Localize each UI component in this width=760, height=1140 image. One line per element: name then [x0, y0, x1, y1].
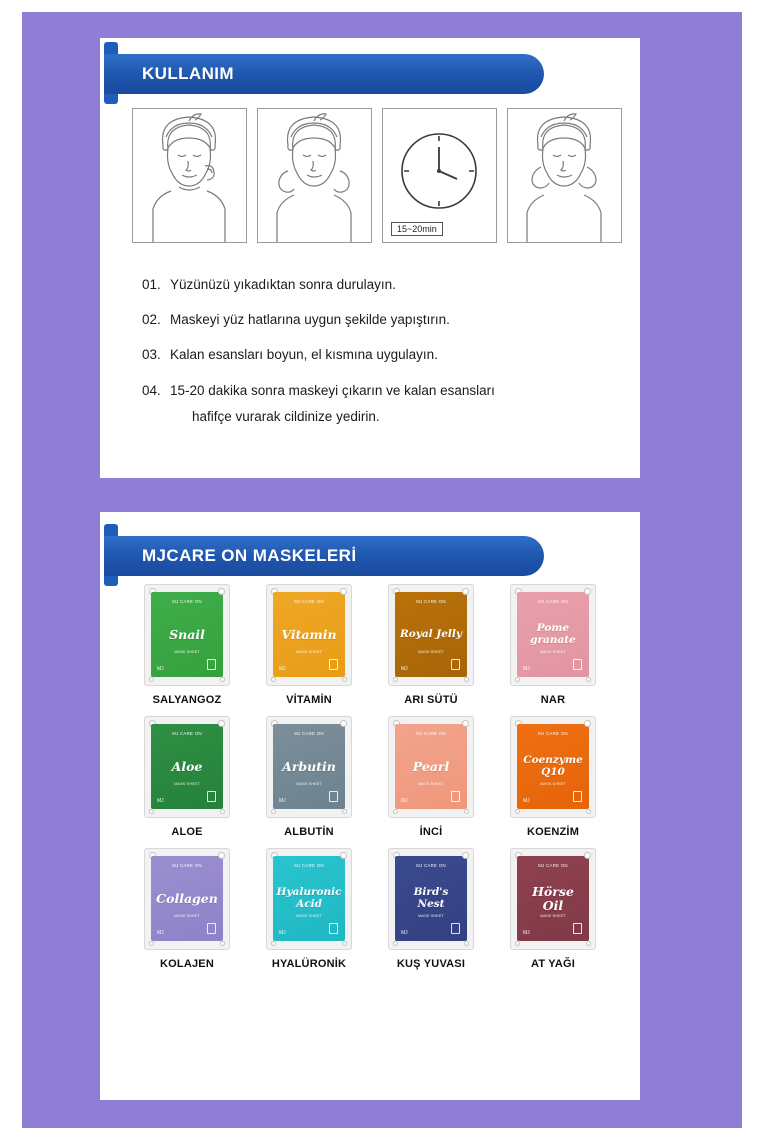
package-bottom-text: MASK SHEET: [174, 781, 200, 786]
step-text-line2: hafifçe vurarak cildinize yedirin.: [192, 408, 380, 424]
sachet-hole-icon: [586, 809, 591, 814]
package-logo-icon: MJ: [523, 666, 530, 672]
package-top-text: MJ CARE ON: [416, 731, 446, 736]
package-top-text: MJ CARE ON: [538, 731, 568, 736]
mask-sachet: [388, 716, 474, 818]
mask-label: KOENZİM: [526, 826, 580, 838]
usage-step: [142, 311, 612, 329]
package-corner-icon: [329, 659, 338, 670]
sachet-hole-icon: [342, 677, 347, 682]
step-text: [170, 382, 612, 426]
package-logo-icon: MJ: [401, 666, 408, 672]
sachet-hole-icon: [220, 677, 225, 682]
mask-item[interactable]: [370, 584, 492, 706]
mask-sachet: [510, 848, 596, 950]
mask-item[interactable]: [126, 584, 248, 706]
mask-label: KUŞ YUVASI: [396, 958, 466, 970]
mask-sachet: [388, 584, 474, 686]
usage-banner-title: KULLANIM: [104, 54, 544, 94]
package-top-text: MJ CARE ON: [294, 863, 324, 868]
masks-banner-title: MJCARE ON MASKELERİ: [104, 536, 544, 576]
mask-package-art: [517, 592, 589, 677]
mask-package-art: [517, 724, 589, 809]
mask-label: KOLAJEN: [160, 958, 214, 970]
illustration-pat-skin: [507, 108, 622, 243]
mask-item[interactable]: [248, 848, 370, 970]
mask-item[interactable]: [370, 848, 492, 970]
mask-label: SALYANGOZ: [152, 694, 222, 706]
mask-label: İNCİ: [419, 826, 443, 838]
mask-sachet: [510, 716, 596, 818]
mask-package-art: [395, 856, 467, 941]
mask-sachet: [266, 584, 352, 686]
sachet-hole-icon: [515, 941, 520, 946]
sachet-hole-icon: [515, 809, 520, 814]
mask-sachet: [510, 584, 596, 686]
package-corner-icon: [573, 791, 582, 802]
package-logo-icon: MJ: [523, 930, 530, 936]
package-logo-icon: MJ: [523, 798, 530, 804]
usage-step: [142, 382, 612, 426]
mask-label: NAR: [540, 694, 566, 706]
package-top-text: MJ CARE ON: [416, 863, 446, 868]
package-product-name: Arbutin: [282, 758, 336, 774]
mask-label: ALBUTİN: [284, 826, 334, 838]
mask-package-art: [151, 592, 223, 677]
mask-package-art: [395, 724, 467, 809]
mask-package-art: [273, 724, 345, 809]
step-number: 01.: [142, 277, 161, 292]
bottom-margin: [0, 1128, 760, 1140]
mask-item[interactable]: [248, 584, 370, 706]
illustration-clock: [382, 108, 497, 243]
package-corner-icon: [329, 923, 338, 934]
mask-item[interactable]: [492, 584, 614, 706]
mask-item[interactable]: [126, 716, 248, 838]
package-logo-icon: MJ: [279, 666, 286, 672]
package-bottom-text: MASK SHEET: [174, 649, 200, 654]
package-product-name: Hörse Oil: [532, 884, 574, 913]
step-number: 04.: [142, 382, 161, 398]
package-bottom-text: MASK SHEET: [296, 781, 322, 786]
usage-step: [142, 346, 612, 364]
package-logo-icon: MJ: [279, 798, 286, 804]
package-product-name: Pome granate: [530, 622, 576, 646]
mask-item[interactable]: [492, 848, 614, 970]
package-logo-icon: MJ: [157, 798, 164, 804]
step-number: 02.: [142, 312, 161, 328]
masks-card: [100, 512, 640, 1100]
package-product-name: Coenzyme Q10: [523, 754, 583, 778]
right-margin: [742, 0, 760, 1140]
mask-label: VİTAMİN: [286, 694, 332, 706]
package-bottom-text: MASK SHEET: [296, 649, 322, 654]
illustration-apply-mask: [257, 108, 372, 243]
sachet-hole-icon: [149, 809, 154, 814]
masks-banner: [104, 536, 544, 576]
mask-package-art: [273, 592, 345, 677]
package-product-name: Snail: [169, 626, 205, 642]
mask-package-art: [517, 856, 589, 941]
package-top-text: MJ CARE ON: [294, 599, 324, 604]
sachet-hole-icon: [515, 677, 520, 682]
mask-package-art: [395, 592, 467, 677]
sachet-hole-icon: [220, 809, 225, 814]
mask-package-art: [151, 724, 223, 809]
package-bottom-text: MASK SHEET: [296, 913, 322, 918]
sachet-hole-icon: [393, 677, 398, 682]
mask-package-art: [273, 856, 345, 941]
sachet-hole-icon: [220, 941, 225, 946]
sachet-hole-icon: [393, 941, 398, 946]
package-logo-icon: MJ: [401, 798, 408, 804]
sachet-hole-icon: [149, 941, 154, 946]
package-top-text: MJ CARE ON: [538, 599, 568, 604]
package-corner-icon: [573, 923, 582, 934]
package-top-text: MJ CARE ON: [538, 863, 568, 868]
package-product-name: Pearl: [412, 758, 450, 774]
sachet-hole-icon: [586, 677, 591, 682]
package-bottom-text: MASK SHEET: [418, 781, 444, 786]
sachet-hole-icon: [586, 941, 591, 946]
usage-banner: [104, 54, 544, 94]
mask-sachet: [144, 584, 230, 686]
step-text: Kalan esansları boyun, el kısmına uygulayın.: [170, 347, 438, 363]
package-logo-icon: MJ: [157, 930, 164, 936]
package-product-name: Collagen: [156, 890, 218, 906]
mask-sachet: [144, 716, 230, 818]
sachet-hole-icon: [342, 941, 347, 946]
package-top-text: MJ CARE ON: [172, 599, 202, 604]
package-corner-icon: [451, 923, 460, 934]
sachet-hole-icon: [149, 677, 154, 682]
sachet-hole-icon: [464, 677, 469, 682]
mask-item[interactable]: [370, 716, 492, 838]
left-margin: [0, 0, 22, 1140]
package-corner-icon: [207, 923, 216, 934]
package-top-text: MJ CARE ON: [172, 863, 202, 868]
mask-sachet: [388, 848, 474, 950]
mask-label: AT YAĞI: [531, 958, 575, 970]
sachet-hole-icon: [464, 941, 469, 946]
package-logo-icon: MJ: [157, 666, 164, 672]
sachet-hole-icon: [464, 809, 469, 814]
illustration-wash-face: [132, 108, 247, 243]
mask-label: HYALÜRONİK: [271, 958, 347, 970]
top-margin: [0, 0, 760, 12]
package-top-text: MJ CARE ON: [416, 599, 446, 604]
usage-card: [100, 38, 640, 478]
mask-label: ARI SÜTÜ: [404, 694, 458, 706]
package-bottom-text: MASK SHEET: [174, 913, 200, 918]
step-number: 03.: [142, 347, 161, 363]
package-bottom-text: MASK SHEET: [540, 913, 566, 918]
package-corner-icon: [451, 659, 460, 670]
package-top-text: MJ CARE ON: [172, 731, 202, 736]
mask-sachet: [144, 848, 230, 950]
package-product-name: Vitamin: [281, 626, 337, 642]
mask-item[interactable]: [126, 848, 248, 970]
package-corner-icon: [573, 659, 582, 670]
package-corner-icon: [329, 791, 338, 802]
mask-sachet: [266, 716, 352, 818]
package-bottom-text: MASK SHEET: [418, 913, 444, 918]
package-product-name: Aloe: [171, 758, 203, 774]
package-logo-icon: MJ: [279, 930, 286, 936]
masks-grid: [126, 584, 614, 970]
package-product-name: Royal Jelly: [399, 627, 462, 640]
sachet-hole-icon: [342, 809, 347, 814]
usage-illustration-strip: [132, 108, 622, 243]
sachet-hole-icon: [271, 809, 276, 814]
usage-steps-list: [142, 276, 612, 443]
sachet-hole-icon: [393, 809, 398, 814]
package-top-text: MJ CARE ON: [294, 731, 324, 736]
usage-step: [142, 276, 612, 294]
mask-package-art: [151, 856, 223, 941]
package-corner-icon: [207, 659, 216, 670]
package-bottom-text: MASK SHEET: [540, 649, 566, 654]
package-bottom-text: MASK SHEET: [418, 649, 444, 654]
package-bottom-text: MASK SHEET: [540, 781, 566, 786]
sachet-hole-icon: [271, 941, 276, 946]
step-text-line1: 15-20 dakika sonra maskeyi çıkarın ve kalan esansları: [170, 382, 495, 398]
package-logo-icon: MJ: [401, 930, 408, 936]
sachet-hole-icon: [271, 677, 276, 682]
package-corner-icon: [451, 791, 460, 802]
package-corner-icon: [207, 791, 216, 802]
clock-duration-label: 15~20min: [391, 222, 443, 236]
step-text: Yüzünüzü yıkadıktan sonra durulayın.: [170, 277, 396, 292]
mask-sachet: [266, 848, 352, 950]
mask-label: ALOE: [171, 826, 203, 838]
package-product-name: Hyaluronic Acid: [276, 886, 342, 910]
step-text: Maskeyi yüz hatlarına uygun şekilde yapıştırın.: [170, 312, 450, 328]
mask-item[interactable]: [248, 716, 370, 838]
mask-item[interactable]: [492, 716, 614, 838]
package-product-name: Bird's Nest: [413, 886, 449, 910]
